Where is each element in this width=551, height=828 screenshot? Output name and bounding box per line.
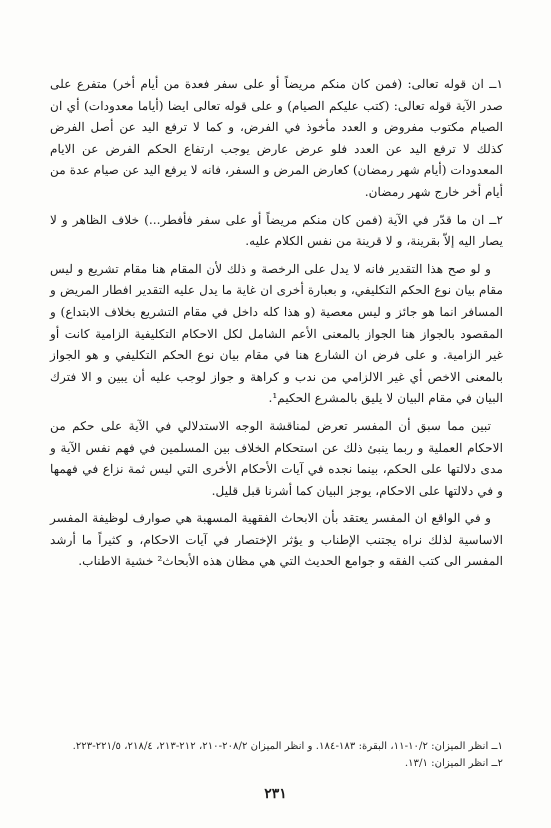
paragraph-brevity: و في الواقع ان المفسر يعتقد بأن الابحاث الفقهية المسهبة هي صوارف لوظيفة المفسر الاساسية لذلك نراه يجتنب الإطناب و يؤثر الإختصار في آيات الاحكام، و كثيراً ما أرشد المفسر الى كتب الفقه و جوامع الحديث التي هي مظان هذه الأبحاث² خشية الاطناب.	[50, 511, 503, 569]
footnote-2: ٢ــ انظر الميزان: ١٣/١.	[404, 758, 503, 769]
paragraph-point-1: ١ــ ان قوله تعالى: (فمن كان منكم مريضاً أو على سفر فعدة من أيام أخر) متفرع على صدر الآية قوله تعالى: (كتب عليكم الصيام) و على قوله تعالى ايضا (أياما معدودات) أي ان الصيام مكتوب مفروض و العدد مأخوذ في الفرض، و كما لا ترفع اليد عن أصل الفرض كذلك لا ترفع اليد عن العدد فلو عرض عارض يوجب ارتفاع الحكم الفرض عن الايام المعدودات (أيام شهر رمضان) كعارض المرض و السفر، فانه لا يرفع اليد عن صيام عدة من أيام أخر خارج شهر رمضان.	[50, 77, 503, 199]
paragraph-conclusion: تبين مما سبق أن المفسر تعرض لمناقشة الوجه الاستدلالي في الآية على حكم من الاحكام العملية و ربما ينبئ ذلك عن استحكام الخلاف بين المسلمين في فهم نفس الآية و مدى دلالتها على الحكم، بينما نجده في آيات الأحكام الأخرى التي ليس ثمة نزاع في فهمها و في دلالتها على الاحكام، يوجز البيان كما أشرنا قبل قليل.	[50, 418, 503, 498]
page-number: ٢٣١	[264, 786, 287, 802]
footnotes	[50, 738, 503, 772]
footnote-1: ١ــ انظر الميزان: ١٠/٢-١١، البقرة: ١٨٣-١٨٤. و انظر الميزان ٢٠٨/٢-٢١٠، ٢١٢-٢١٣، ٢١٨/٤، ٢٢١/٥-٢٢٣.	[72, 741, 503, 752]
main-text-block	[50, 74, 503, 579]
paragraph-point-2: ٢ــ ان ما قدّر في الآية (فمن كان منكم مريضاً أو على سفر فأفطر...) خلاف الظاهر و لا يصار اليه إلاّ بقرينة، و لا قرينة من نفس الكلام عليه.	[50, 212, 503, 249]
paragraph-permission-argument: و لو صح هذا التقدير فانه لا يدل على الرخصة و ذلك لأن المقام هنا مقام تشريع و ليس مقام بيان نوع الحكم التكليفي، و بعبارة أخرى ان غاية ما يدل عليه التقدير افطار المريض و المسافر انما هو جائز و ليس معصية (و هذا كله داخل في مقام التشريع بخلاف الابتداع) و المقصود بالجواز هنا الجواز بالمعنى الأعم الشامل لكل الاحكام التكليفية الزامية كانت أو غير الزامية. و على فرض ان الشارع هنا في مقام بيان نوع الحكم التكليفي و هو الجواز بالمعنى الاخص أي غير الالزامي من ندب و كراهة و جواز لوجب عليه أن يبين و الا فترك البيان في مقام البيان لا يليق بالمشرع الحكيم¹.	[50, 261, 503, 406]
